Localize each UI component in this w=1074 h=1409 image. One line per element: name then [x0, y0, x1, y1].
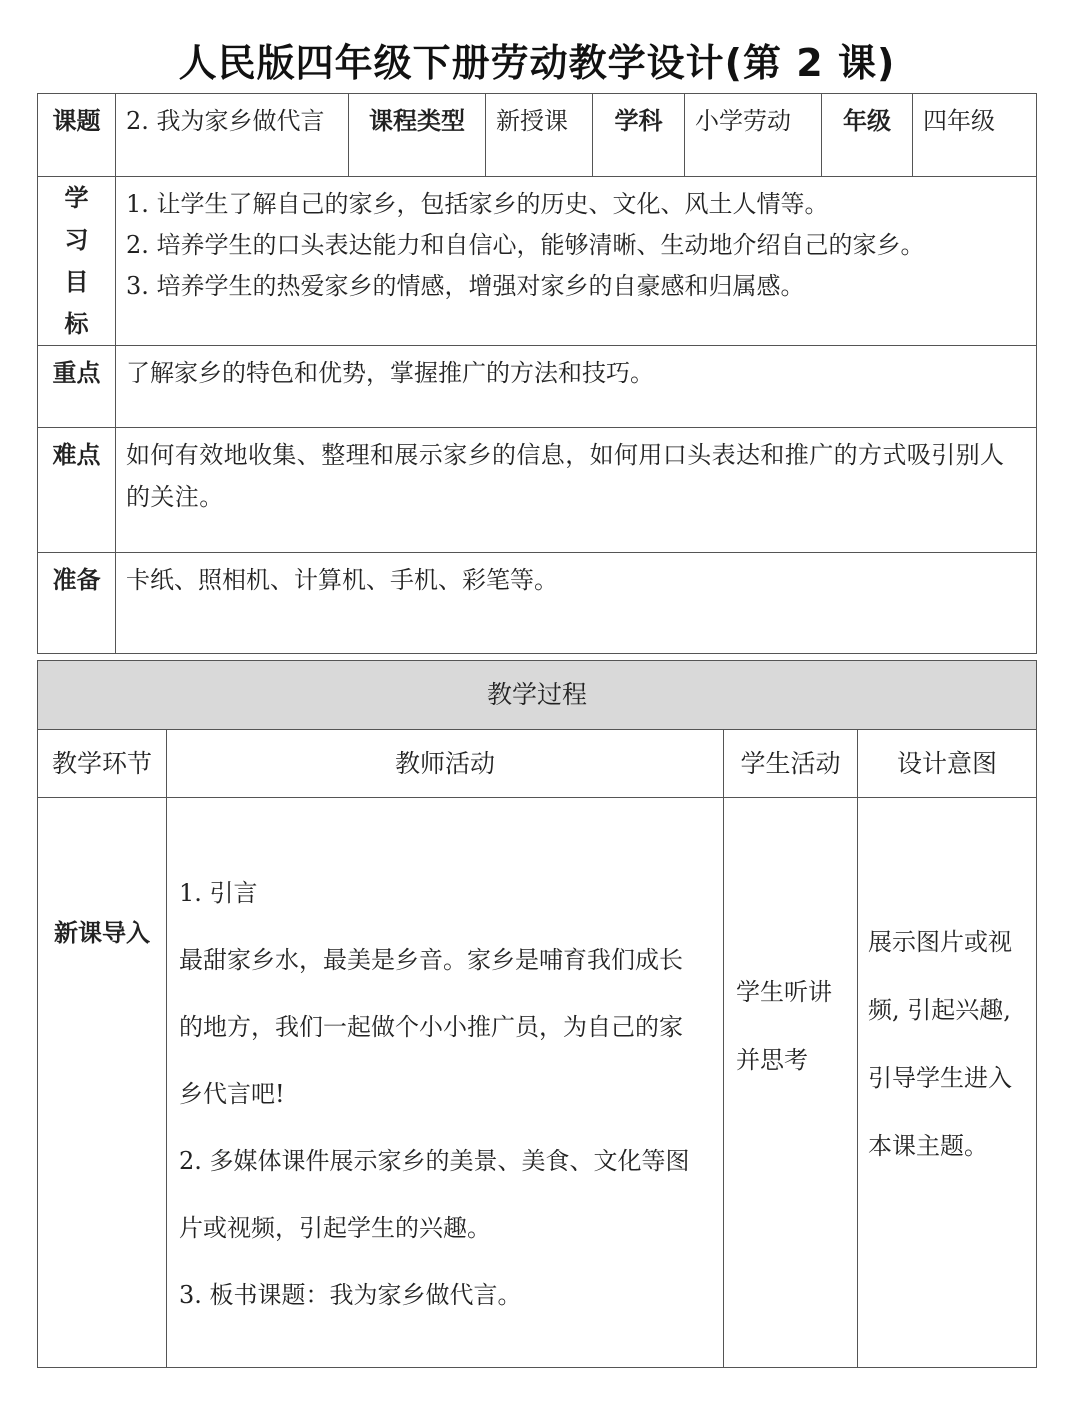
goal-item: 2. 培养学生的口头表达能力和自信心，能够清晰、生动地介绍自己的家乡。	[126, 231, 925, 259]
teacher-line: 片或视频，引起学生的兴趣。	[179, 1214, 491, 1242]
prep-value: 卡纸、照相机、计算机、手机、彩笔等。	[116, 553, 1037, 654]
goals-list	[116, 177, 1037, 346]
column-header-row	[38, 730, 1037, 798]
goals-row	[38, 177, 1037, 346]
intent-line: 展示图片或视	[868, 928, 1012, 956]
table-row	[38, 798, 1037, 1368]
teacher-line: 最甜家乡水，最美是乡音。家乡是哺育我们成长	[179, 946, 683, 974]
intent-line: 频, 引起兴趣,	[868, 996, 1011, 1024]
topic-row	[38, 94, 1037, 177]
student-line: 学生听讲	[736, 978, 832, 1006]
page-title: 人民版四年级下册劳动教学设计(第 2 课)	[178, 41, 896, 85]
teacher-line: 3. 板书课题：我为家乡做代言。	[179, 1281, 522, 1309]
goal-item: 3. 培养学生的热爱家乡的情感，增强对家乡的自豪感和归属感。	[126, 272, 805, 300]
column-header-teacher: 教师活动	[167, 730, 724, 798]
student-line: 并思考	[736, 1046, 808, 1074]
difficulty-label: 难点	[38, 428, 116, 553]
stage-name: 新课导入	[38, 798, 167, 1368]
difficulty-row	[38, 428, 1037, 553]
subject-value: 小学劳动	[685, 94, 822, 177]
intent-line: 引导学生进入	[868, 1064, 1012, 1092]
column-header-intent: 设计意图	[858, 730, 1037, 798]
topic-label: 课题	[38, 94, 116, 177]
prep-row	[38, 553, 1037, 654]
intent-line: 本课主题。	[868, 1132, 988, 1160]
prep-label: 准备	[38, 553, 116, 654]
teacher-line: 乡代言吧!	[179, 1080, 285, 1108]
teacher-activity	[167, 798, 724, 1368]
subject-label: 学科	[593, 94, 685, 177]
topic-value: 2. 我为家乡做代言	[116, 94, 349, 177]
key-point-value: 了解家乡的特色和优势，掌握推广的方法和技巧。	[116, 346, 1037, 428]
grade-value: 四年级	[913, 94, 1037, 177]
teacher-line: 1. 引言	[179, 879, 258, 907]
course-type-value: 新授课	[486, 94, 593, 177]
process-header: 教学过程	[38, 661, 1037, 730]
design-intent	[858, 798, 1037, 1368]
course-type-label: 课程类型	[349, 94, 486, 177]
teaching-process-table	[37, 660, 1037, 1368]
key-point-row	[38, 346, 1037, 428]
column-header-stage: 教学环节	[38, 730, 167, 798]
goal-item: 1. 让学生了解自己的家乡，包括家乡的历史、文化、风土人情等。	[126, 190, 829, 218]
goals-label: 学习目标	[38, 177, 116, 346]
column-header-student: 学生活动	[724, 730, 858, 798]
student-activity	[724, 798, 858, 1368]
lesson-info-table	[37, 93, 1037, 654]
teacher-line: 的地方，我们一起做个小小推广员，为自己的家	[179, 1013, 683, 1041]
grade-label: 年级	[822, 94, 913, 177]
key-point-label: 重点	[38, 346, 116, 428]
difficulty-value: 如何有效地收集、整理和展示家乡的信息，如何用口头表达和推广的方式吸引别人的关注。	[116, 428, 1037, 553]
teacher-line: 2. 多媒体课件展示家乡的美景、美食、文化等图	[179, 1147, 690, 1175]
